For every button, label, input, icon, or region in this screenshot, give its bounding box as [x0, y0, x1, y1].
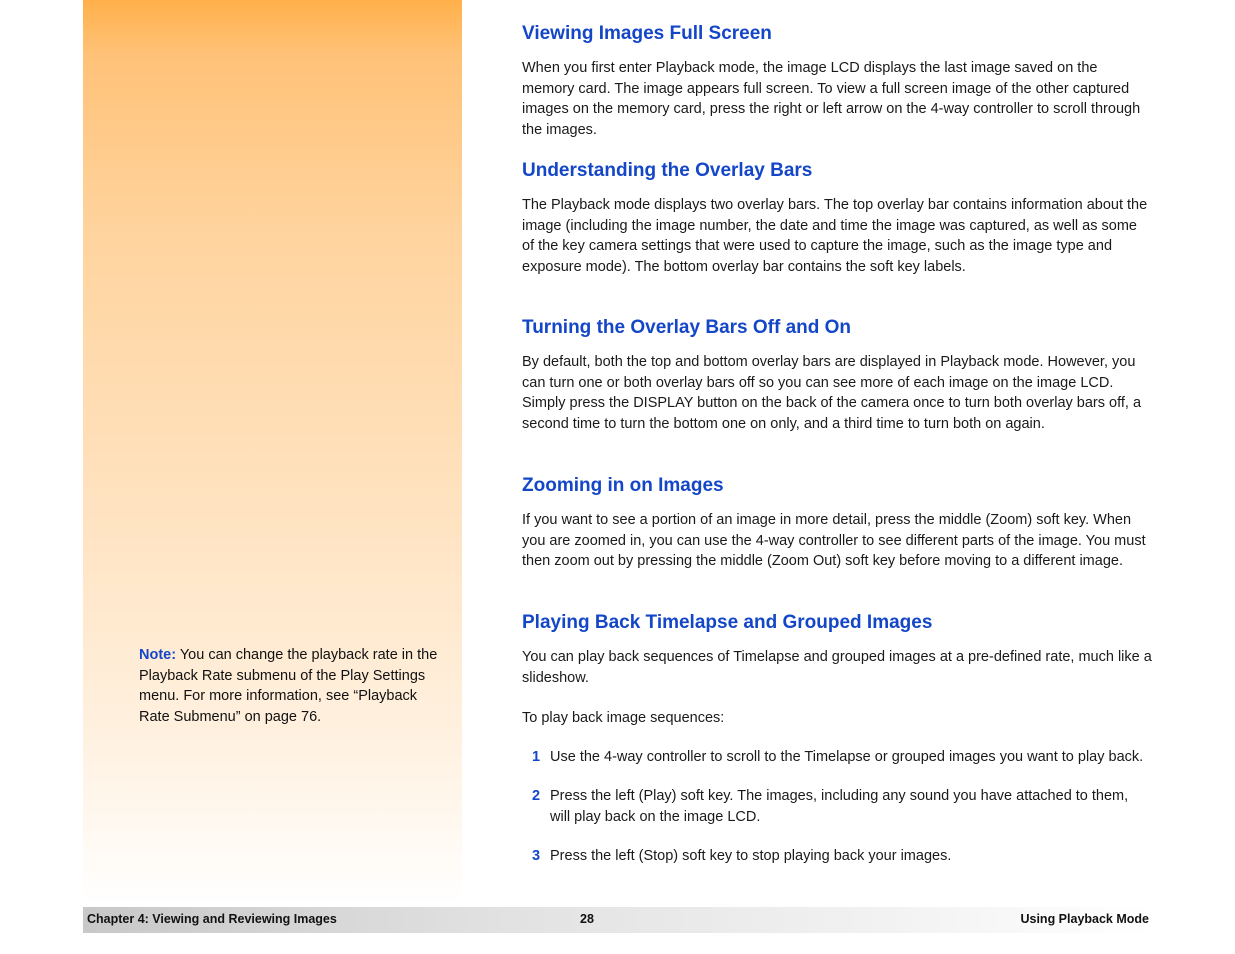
footer-page-number: 28 — [580, 912, 594, 926]
sidebar-gradient-panel — [83, 0, 462, 906]
section-viewing-full-screen — [522, 20, 1152, 140]
step-text: Press the left (Play) soft key. The images, including any sound you have attached to them, will play back on the image LCD. — [550, 788, 1129, 825]
note-box — [139, 645, 439, 727]
section-title: Understanding the Overlay Bars — [522, 160, 813, 181]
note-label: Note: — [139, 647, 177, 663]
step-text: Use the 4-way controller to scroll to the Timelapse or grouped images you want to play back. — [550, 748, 1144, 765]
section-overlay-bars — [522, 157, 1152, 277]
section-body: If you want to see a portion of an image in more detail, press the middle (Zoom) soft key. When you are zoomed in, you can use the 4-way controller to see different parts of the image. You must then zoom out by pressing the middle (Zoom Out) soft key before moving to a different image. — [522, 512, 1146, 569]
section-title: Turning the Overlay Bars Off and On — [522, 317, 852, 338]
section-body: The Playback mode displays two overlay bars. The top overlay bar contains information about the image (including the image number, the date and time the image was captured, as well as some of the key camera settings that were used to capture the image, such as the image type and exposure mode). The bottom overlay bar contains the soft key labels. — [522, 197, 1148, 275]
steps-list — [522, 747, 1152, 867]
step-text: Press the left (Stop) soft key to stop playing back your images. — [550, 848, 952, 864]
step-number: 3 — [531, 848, 541, 864]
section-body: By default, both the top and bottom overlay bars are displayed in Playback mode. However, you can turn one or both overlay bars off so you can see more of each image on the image LCD. Simply press the DISPLAY button on the back of the camera once to turn both overlay bars off, a second time to turn the bottom one on only, and a third time to turn both on again. — [522, 354, 1142, 432]
section-title: Playing Back Timelapse and Grouped Images — [522, 612, 933, 633]
section-overlay-off-on — [522, 314, 1152, 434]
step-item — [522, 846, 1152, 867]
page-footer — [83, 907, 1153, 933]
section-title: Zooming in on Images — [522, 475, 724, 496]
step-item — [522, 747, 1152, 768]
steps-intro: To play back image sequences: — [522, 710, 725, 726]
section-body: You can play back sequences of Timelapse and grouped images at a pre-defined rate, much like a slideshow. — [522, 649, 1152, 686]
section-title: Viewing Images Full Screen — [522, 23, 772, 44]
section-timelapse — [522, 609, 1152, 886]
footer-chapter: Chapter 4: Viewing and Reviewing Images — [87, 912, 337, 926]
section-zooming — [522, 472, 1152, 572]
step-number: 2 — [531, 788, 541, 804]
step-number: 1 — [531, 748, 541, 765]
footer-section: Using Playback Mode — [1020, 912, 1149, 926]
note-text: You can change the playback rate in the Playback Rate submenu of the Play Settings menu. For more information, see “Playback Rate Submenu” on page 76. — [139, 647, 438, 725]
step-item — [522, 786, 1152, 827]
section-body: When you first enter Playback mode, the image LCD displays the last image saved on the memory card. The image appears full screen. To view a full screen image of the other captured images on the memory card, press the right or left arrow on the 4-way controller to scroll through the images. — [522, 60, 1141, 138]
